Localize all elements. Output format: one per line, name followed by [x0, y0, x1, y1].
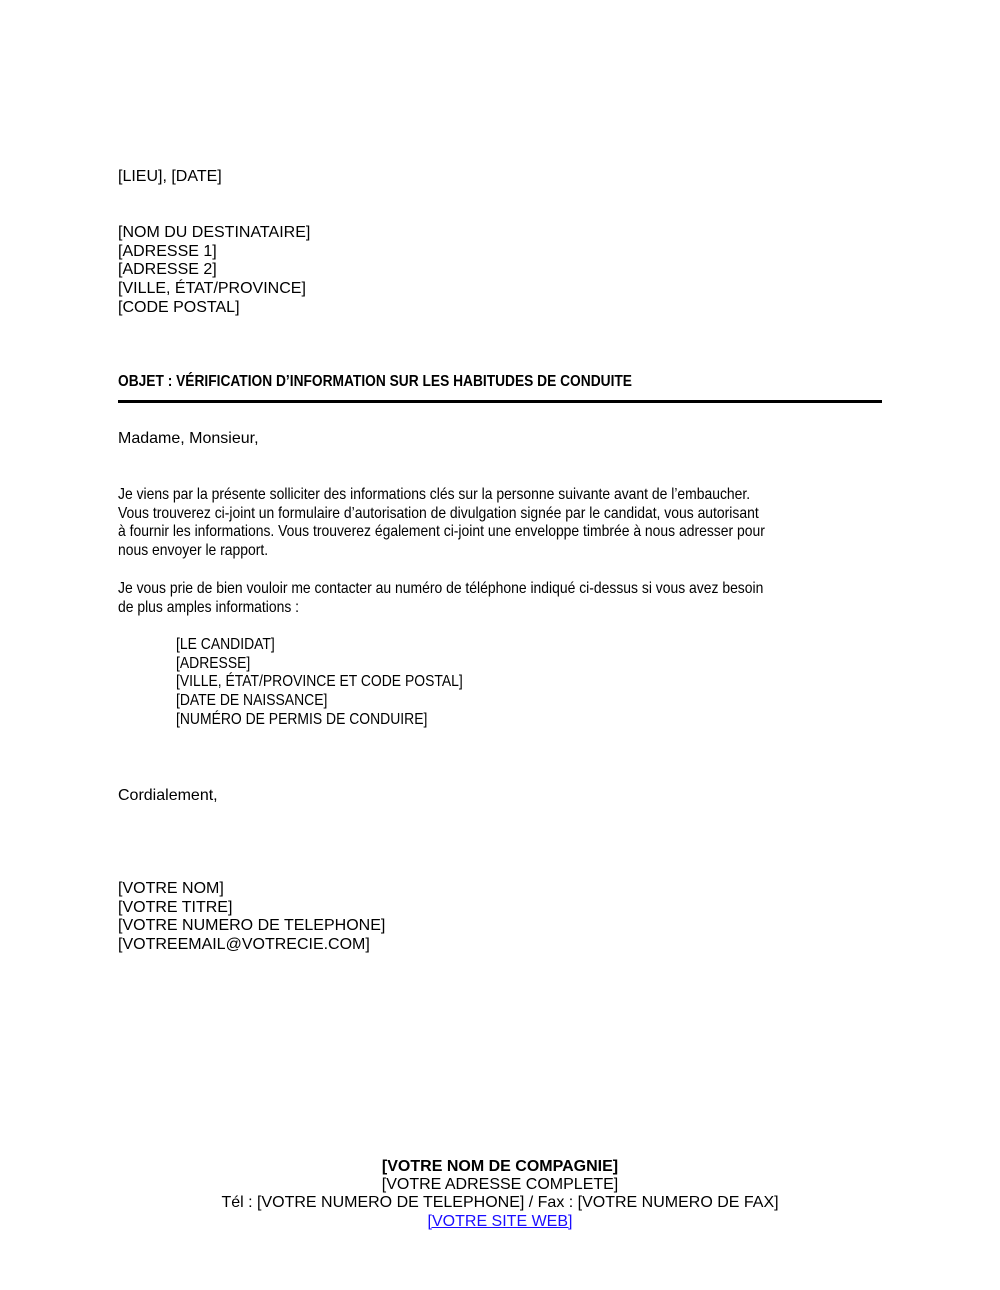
- recipient-postal-code: [CODE POSTAL]: [118, 298, 240, 316]
- place-date: [LIEU], [DATE]: [118, 168, 222, 185]
- paragraph-line: Je vous prie de bien vouloir me contacter au numéro de téléphone indiqué ci-dessus si vous avez besoin: [118, 580, 764, 597]
- footer-contact: Tél : [VOTRE NUMERO DE TELEPHONE] / Fax : [VOTRE NUMERO DE FAX]: [221, 1194, 779, 1212]
- salutation: Madame, Monsieur,: [118, 430, 259, 447]
- candidate-fields: [176, 636, 506, 730]
- recipient-address-2: [ADRESSE 2]: [118, 261, 217, 279]
- signature-block: [118, 880, 385, 955]
- recipient-name: [NOM DU DESTINATAIRE]: [118, 224, 311, 241]
- closing: Cordialement,: [118, 787, 218, 804]
- candidate-birth-date: [DATE DE NAISSANCE]: [176, 692, 328, 710]
- signature-title: [VOTRE TITRE]: [118, 898, 233, 916]
- signature-phone: [VOTRE NUMERO DE TELEPHONE]: [118, 917, 386, 935]
- recipient-address-1: [ADRESSE 1]: [118, 242, 217, 260]
- footer-website-link[interactable]: [VOTRE SITE WEB]: [427, 1212, 573, 1230]
- candidate-address: [ADRESSE]: [176, 654, 251, 672]
- candidate-name: [LE CANDIDAT]: [176, 636, 275, 653]
- recipient-city-state: [VILLE, ÉTAT/PROVINCE]: [118, 280, 306, 298]
- candidate-license-number: [NUMÉRO DE PERMIS DE CONDUIRE]: [176, 710, 428, 728]
- paragraph-line: Vous trouverez ci-joint un formulaire d’autorisation de divulgation signée par le candidat, vous autorisant: [118, 504, 759, 522]
- company-footer: [0, 1158, 1000, 1231]
- paragraph-line: nous envoyer le rapport.: [118, 542, 269, 560]
- paragraph-contact: [118, 580, 882, 617]
- paragraph-line: à fournir les informations. Vous trouverez également ci-joint une enveloppe timbrée à nous adresser pour: [118, 523, 765, 541]
- candidate-city-state-postal: [VILLE, ÉTAT/PROVINCE ET CODE POSTAL]: [176, 673, 463, 691]
- paragraph-line: de plus amples informations :: [118, 598, 300, 616]
- paragraph-request: [118, 486, 882, 561]
- footer-company-name: [VOTRE NOM DE COMPAGNIE]: [381, 1158, 619, 1175]
- subject-divider: [118, 400, 882, 403]
- recipient-address: [118, 224, 310, 318]
- paragraph-line: Je viens par la présente solliciter des informations clés sur la personne suivante avant de l’embaucher.: [118, 486, 751, 503]
- signature-email: [VOTREEMAIL@VOTRECIE.COM]: [118, 936, 370, 954]
- footer-address: [VOTRE ADRESSE COMPLETE]: [381, 1176, 619, 1194]
- subject-line: OBJET : VÉRIFICATION D’INFORMATION SUR LES HABITUDES DE CONDUITE: [118, 373, 632, 390]
- signature-name: [VOTRE NOM]: [118, 880, 224, 897]
